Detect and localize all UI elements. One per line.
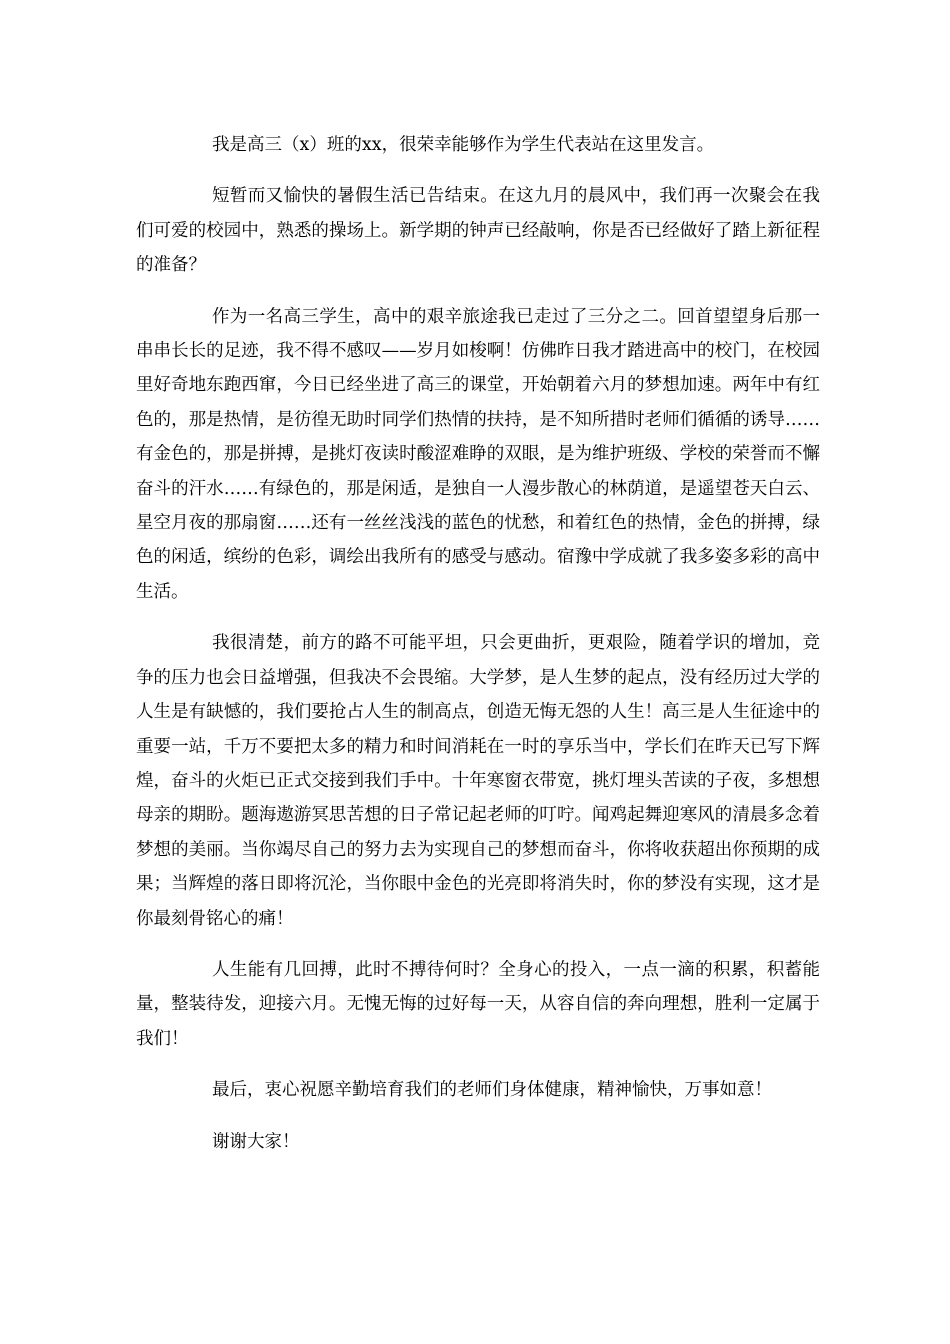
paragraph-encouragement: 人生能有几回搏，此时不搏待何时？全身心的投入，一点一滴的积累，积蓄能量，整装待发，迎接六月。无愧无悔的过好每一天，从容自信的奔向理想，胜利一定属于我们！ — [136, 959, 820, 1049]
speech-text-body — [136, 128, 820, 1176]
paragraph-high-school-memories: 作为一名高三学生，高中的艰辛旅途我已走过了三分之二。回首望望身后那一串串长长的足迹，我不得不感叹——岁月如梭啊！仿佛昨日我才踏进高中的校门，在校园里好奇地东跑西窜，今日已经坐进了高三的课堂，开始朝着六月的梦想加速。两年中有红色的，那是热情，是彷徨无助时同学们热情的扶持，是不知所措时老师们循循的诱导……有金色的，那是拼搏，是挑灯夜读时酸涩难睁的双眼，是为维护班级、学校的荣誉而不懈奋斗的汗水……有绿色的，那是闲适，是独自一人漫步散心的林荫道，是遥望苍天白云、星空月夜的那扇窗……还有一丝丝浅浅的蓝色的忧愁，和着红色的热情，金色的拼搏，绿色的闲适，缤纷的色彩，调绘出我所有的感受与感动。宿豫中学成就了我多姿多彩的高中生活。 — [136, 306, 820, 602]
paragraph-college-dream: 我很清楚，前方的路不可能平坦，只会更曲折，更艰险，随着学识的增加，竞争的压力也会日益增强，但我决不会畏缩。大学梦，是人生梦的起点，没有经历过大学的人生是有缺憾的，我们要抢占人生的制高点，创造无悔无怨的人生！高三是人生征途中的重要一站，千万不要把太多的精力和时间消耗在一时的享乐当中，学长们在昨天已写下辉煌，奋斗的火炬已正式交接到我们手中。十年寒窗衣带宽，挑灯埋头苦读的子夜，多想想母亲的期盼。题海遨游冥思苦想的日子常记起老师的叮咛。闻鸡起舞迎寒风的清晨多念着梦想的美丽。当你竭尽自己的努力去为实现自己的梦想而奋斗，你将收获超出你预期的成果；当辉煌的落日即将沉沦，当你眼中金色的光亮即将消失时，你的梦没有实现，这才是你最刻骨铭心的痛！ — [136, 633, 820, 929]
paragraph-new-semester: 短暂而又愉快的暑假生活已告结束。在这九月的晨风中，我们再一次聚会在我们可爱的校园中，熟悉的操场上。新学期的钟声已经敲响，你是否已经做好了踏上新征程的准备？ — [136, 186, 820, 276]
paragraph-wishes-to-teachers: 最后，衷心祝愿辛勤培育我们的老师们身体健康，精神愉快，万事如意！ — [212, 1080, 772, 1101]
paragraph-introduction: 我是高三（x）班的xx，很荣幸能够作为学生代表站在这里发言。 — [212, 135, 715, 155]
paragraph-thanks: 谢谢大家！ — [212, 1131, 300, 1152]
